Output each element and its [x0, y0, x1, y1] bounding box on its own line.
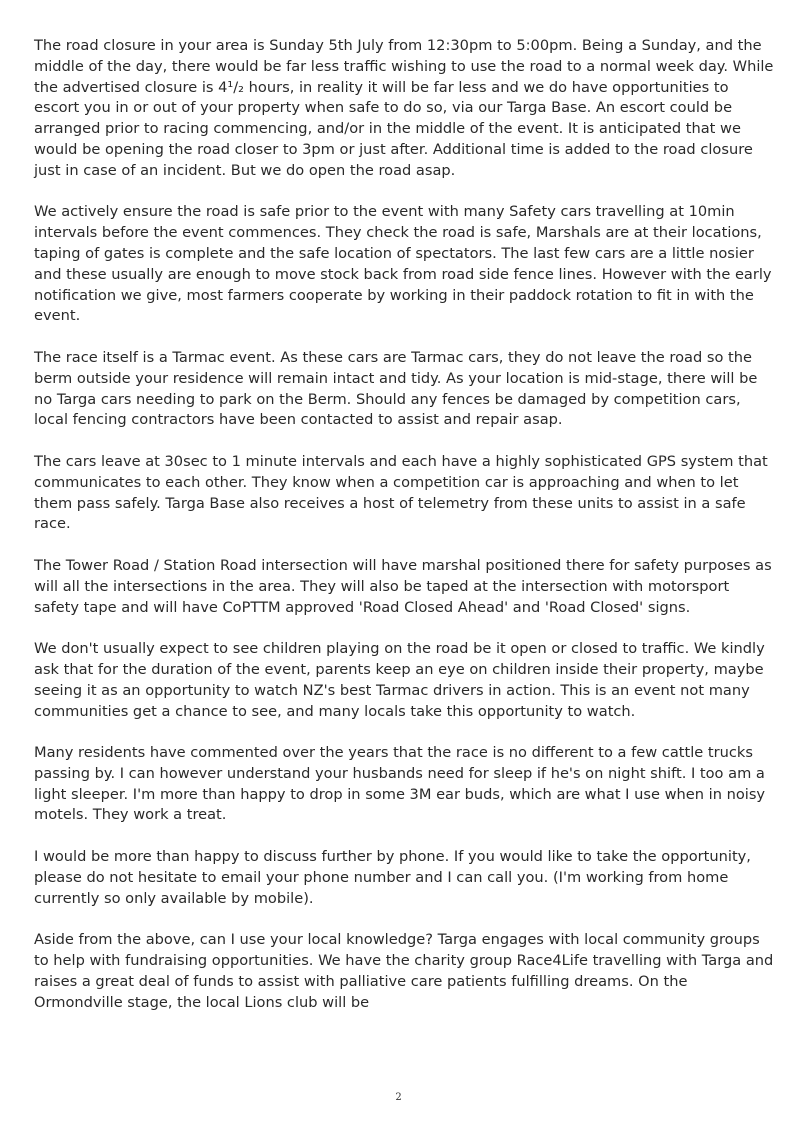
paragraph-noise-concerns: Many residents have commented over the years that the race is no different to a few cattle trucks passing by. I can however understand your husbands need for sleep if he's on night shift. I too am a light sleeper. I'm more than happy to drop in some 3M ear buds, which are what I use when in noisy motels. They work a treat. [34, 744, 766, 824]
paragraph-gps-system: The cars leave at 30sec to 1 minute intervals and each have a highly sophisticated GPS system that communicates to each other. They know when a competition car is approaching and when to let them pass safely. Targa Base also receives a host of telemetry from these units to assist in a safe race. [34, 452, 768, 533]
page-number: 2 [395, 1092, 402, 1103]
paragraph-children-safety: We don't usually expect to see children playing on the road be it open or closed to traffic. We kindly ask that for the duration of the event, parents keep an eye on children inside their property, maybe seeing it as an opportunity to watch NZ's best Tarmac drivers in action. This is an event not many communities get a chance to see, and many locals take this opportunity to watch. [34, 640, 765, 720]
paragraph-intersection-marshals: The Tower Road / Station Road intersection will have marshal positioned there for safety purposes as will all the intersections in the area. They will also be taped at the intersection with motorsport safety tape and will have CoPTTM approved 'Road Closed Ahead' and 'Road Closed' signs. [34, 556, 772, 616]
paragraph-safety-cars: We actively ensure the road is safe prior to the event with many Safety cars travelling at 10min intervals before the event commences. They check the road is safe, Marshals are at their locations, taping of gates is complete and the safe location of spectators. The last few cars are a little nosier and these usually are enough to move stock back from road side fence lines. However with the early notification we give, most farmers cooperate by working in their paddock rotation to fit in with the event. [34, 203, 772, 325]
paragraph-road-closure: The road closure in your area is Sunday 5th July from 12:30pm to 5:00pm. Being a Sunday, and the middle of the day, there would be far less traffic wishing to use the road to a normal week day. While the advertised closure is 4¹/₂ hours, in reality it will be far less and we do have opportunities to escort you in or out of your property when safe to do so, via our Targa Base. An escort could be arranged prior to racing commencing, and/or in the middle of the event. It is anticipated that we would be opening the road closer to 3pm or just after. Additional time is added to the road closure just in case of an incident. But we do open the road asap. [34, 37, 774, 179]
paragraph-local-knowledge: Aside from the above, can I use your local knowledge? Targa engages with local community groups to help with fundraising opportunities. We have the charity group Race4Life travelling with Targa and raises a great deal of funds to assist with palliative care patients fulfilling dreams. On the Ormondville stage, the local Lions club will be [34, 931, 774, 1011]
paragraph-tarmac-event: The race itself is a Tarmac event. As these cars are Tarmac cars, they do not leave the road so the berm outside your residence will remain intact and tidy. As your location is mid-stage, there will be no Targa cars needing to park on the Berm. Should any fences be damaged by competition cars, local fencing contractors have been contacted to assist and repair asap. [34, 348, 758, 429]
paragraph-phone-contact: I would be more than happy to discuss further by phone. If you would like to take the opportunity, please do not hesitate to email your phone number and I can call you. (I'm working from home currently so only available by mobile). [34, 848, 751, 907]
letter-body [34, 36, 774, 1034]
